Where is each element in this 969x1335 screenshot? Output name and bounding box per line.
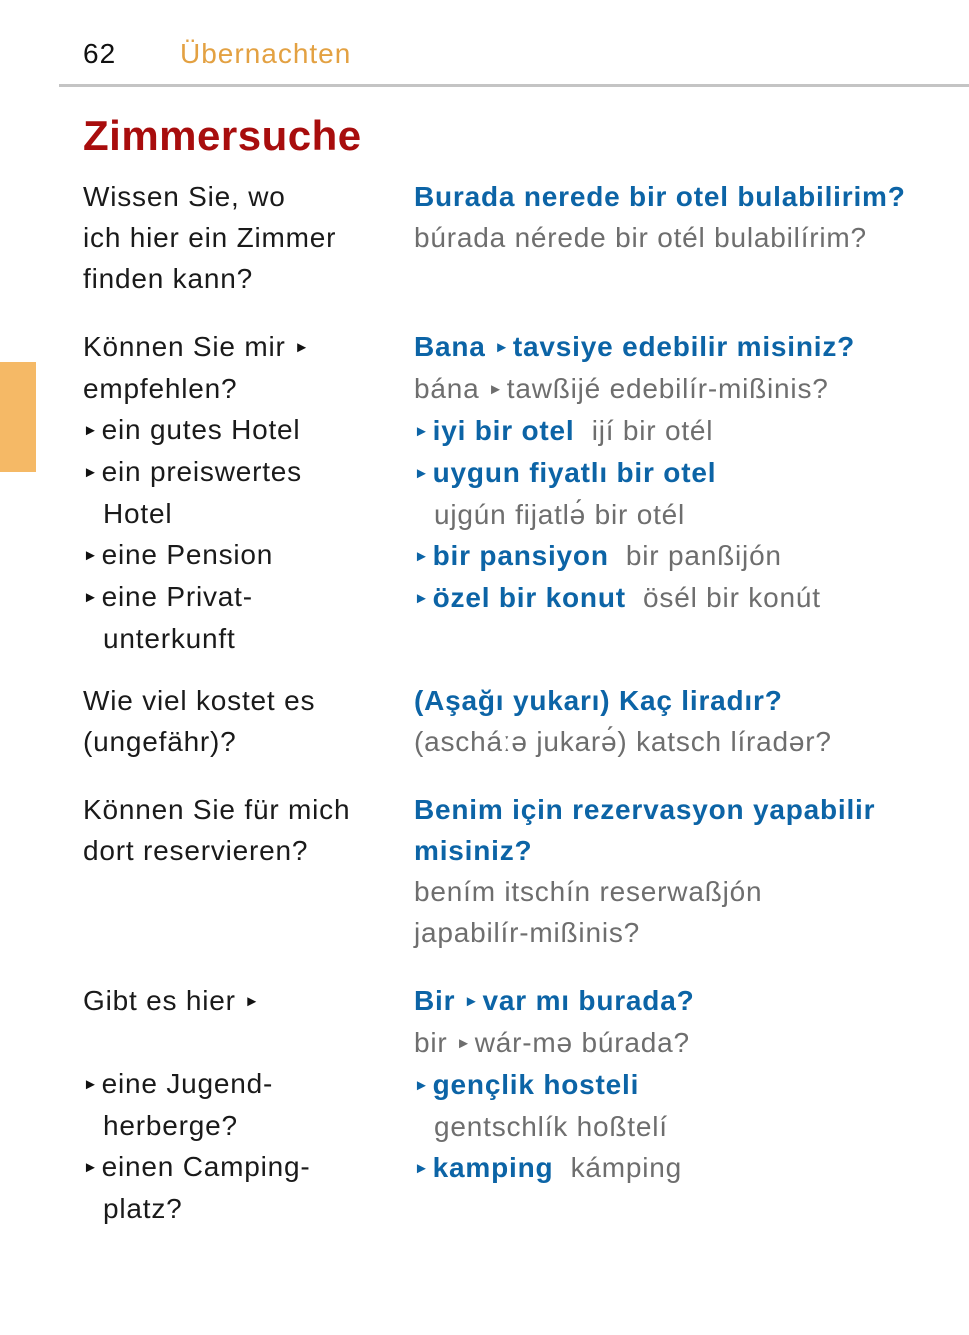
turkish-phrase: Bir ► var mı burada? <box>414 985 695 1016</box>
bullet-arrow-icon: ► <box>414 590 430 607</box>
german-phrase: Können Sie für mich dort reservieren? <box>83 794 351 866</box>
chapter-tab-marker <box>0 362 36 472</box>
bullet-arrow-icon: ► <box>83 589 99 606</box>
bullet-arrow-icon: ► <box>83 464 99 481</box>
section-title: Zimmersuche <box>83 112 362 159</box>
pronunciation: ujgún fijatlə́ bir otél <box>434 499 686 530</box>
turkish-translation <box>414 176 954 258</box>
pronunciation-cont: japabilír-mißinis? <box>414 917 641 948</box>
bullet-arrow-icon: ► <box>294 339 310 356</box>
bullet-arrow-icon: ► <box>488 381 504 398</box>
bullet-arrow-icon: ► <box>463 993 480 1010</box>
bullet-arrow-icon: ► <box>414 1077 430 1094</box>
pronunciation: búrada nérede bir otél bulabilírim? <box>414 222 867 253</box>
bullet-arrow-icon: ► <box>83 422 99 439</box>
turkish-translation <box>414 680 954 762</box>
bullet-arrow-icon: ► <box>244 993 261 1010</box>
option-campsite: ► kamping kámping <box>414 1152 682 1183</box>
pronunciation: bána ► tawßijé edebilír-mißinis? <box>414 373 829 404</box>
pronunciation: bir ► wár-mə búrada? <box>414 1027 690 1058</box>
bullet-arrow-icon: ► <box>83 1076 99 1093</box>
bullet-arrow-icon: ► <box>456 1035 472 1052</box>
option-good-hotel: ► iyi bir otel ijí bir otél <box>414 415 714 446</box>
turkish-phrase: Bana ► tavsiye edebilir misiniz? <box>414 331 856 362</box>
turkish-translation <box>414 980 954 1189</box>
option-pension: ► bir pansiyon bir panßijón <box>414 540 782 571</box>
german-phrase: Gibt es hier ► ► eine Jugend- herberge? ► einen Camping- platz? <box>83 985 311 1224</box>
turkish-translation <box>414 326 954 619</box>
pronunciation: (ascháːə jukarə́) katsch líradər? <box>414 726 832 757</box>
turkish-translation <box>414 789 954 953</box>
turkish-phrase: Benim için rezervasyon yapabilir <box>414 794 876 825</box>
chapter-title: Übernachten <box>180 38 352 69</box>
bullet-arrow-icon: ► <box>83 1159 99 1176</box>
option-youth-hostel: ► gençlik hosteli <box>414 1069 640 1100</box>
german-phrase: Wissen Sie, wo ich hier ein Zimmer finden kann? <box>83 181 337 294</box>
option-cheap-hotel: ► uygun fiyatlı bir otel <box>414 457 717 488</box>
german-phrase: Wie viel kostet es (ungefähr)? <box>83 685 316 757</box>
page-number: 62 <box>83 38 117 69</box>
turkish-phrase-cont: misiniz? <box>414 835 533 866</box>
header-divider <box>59 84 969 87</box>
bullet-arrow-icon: ► <box>414 423 430 440</box>
german-phrase: Können Sie mir ► empfehlen? ► ein gutes Hotel ► ein preiswertes Hotel ► eine Pension ► eine Privat- unterkunft <box>83 331 310 654</box>
turkish-phrase: Burada nerede bir otel bulabilirim? <box>414 181 906 212</box>
bullet-arrow-icon: ► <box>83 547 99 564</box>
pronunciation: bením itschín reserwaßjón <box>414 876 763 907</box>
pronunciation: gentschlík hoßtelí <box>434 1111 668 1142</box>
bullet-arrow-icon: ► <box>494 339 510 356</box>
bullet-arrow-icon: ► <box>414 1160 430 1177</box>
bullet-arrow-icon: ► <box>414 548 430 565</box>
option-private-lodging: ► özel bir konut ösél bir konút <box>414 582 821 613</box>
bullet-arrow-icon: ► <box>414 465 430 482</box>
turkish-phrase: (Aşağı yukarı) Kaç liradır? <box>414 685 783 716</box>
